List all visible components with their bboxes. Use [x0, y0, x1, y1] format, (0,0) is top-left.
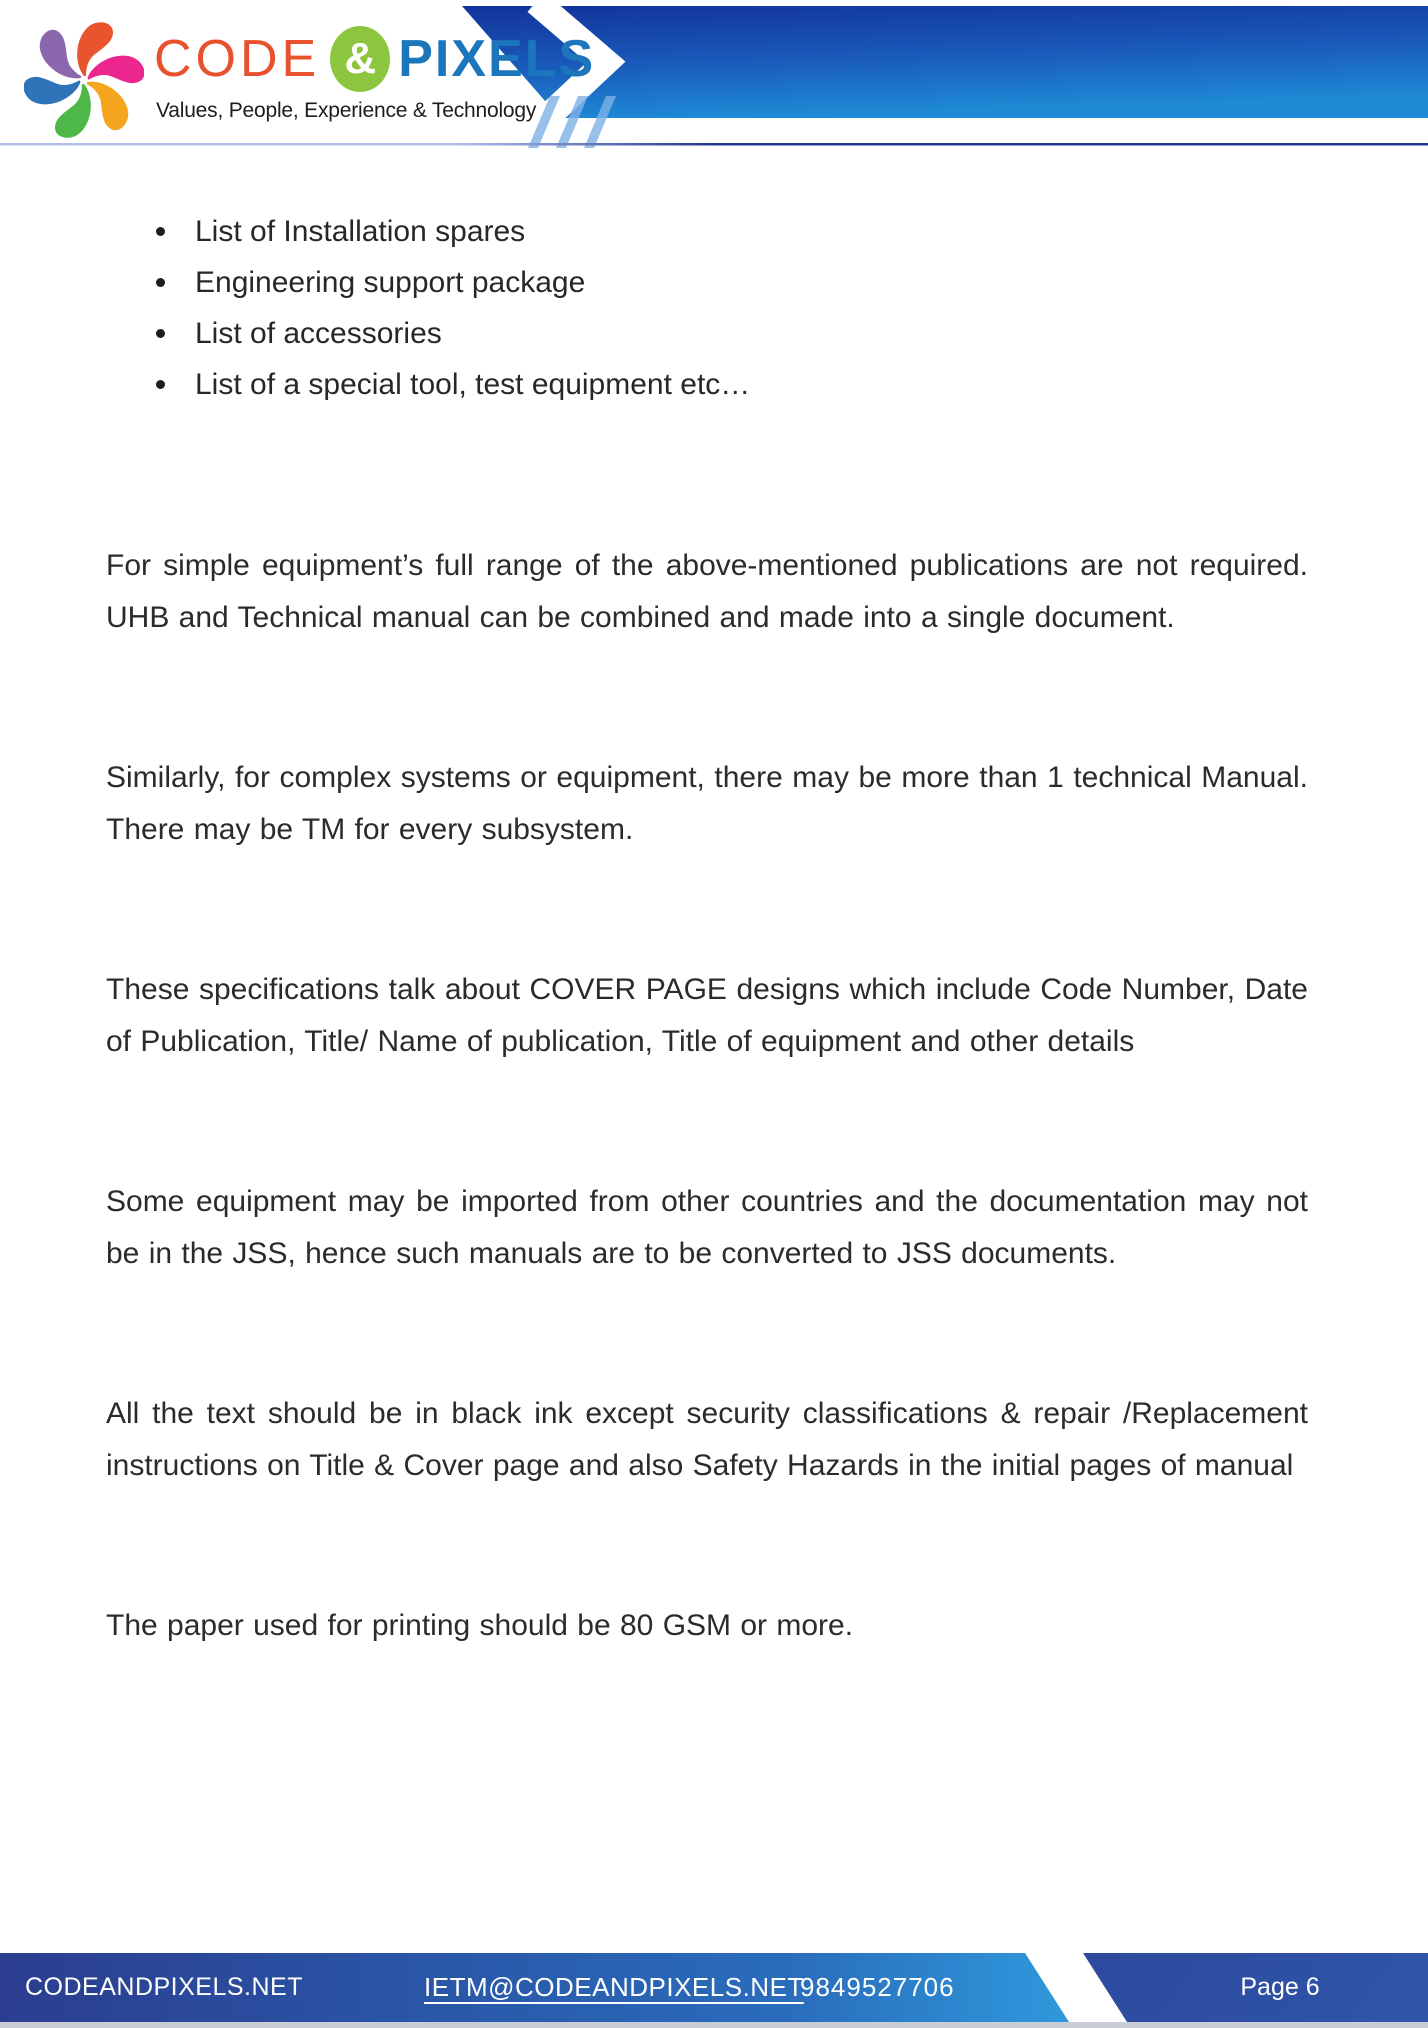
page-footer [0, 1953, 1428, 2028]
company-logo [24, 18, 595, 138]
page-header [0, 0, 1428, 150]
paragraph-section [106, 540, 1308, 1652]
logo-word-pixels: PIXELS [398, 30, 596, 88]
bullet-list-item: List of a special tool, test equipment etc… [106, 359, 1308, 410]
header-rule-line [0, 143, 1428, 146]
logo-tagline: Values, People, Experience & Technology [156, 99, 537, 122]
footer-phone: 9849527706 [800, 1972, 955, 2002]
bullet-list-item: Engineering support package [106, 257, 1308, 308]
pinwheel-logo-icon [24, 18, 144, 138]
footer-page-number: Page 6 [1240, 1973, 1320, 2001]
bullet-list-item: List of Installation spares [106, 206, 1308, 257]
body-paragraph: All the text should be in black ink except security classifications & repair /Replacement instructions on Title & Cover page and also Safety Hazards in the initial pages of manual [106, 1397, 1308, 1482]
logo-ampersand-badge: & [330, 26, 390, 92]
footer-email-link[interactable]: IETM@CODEANDPIXELS.NET [424, 1972, 804, 2002]
document-content [0, 150, 1428, 1760]
body-paragraph: Similarly, for complex systems or equipment, there may be more than 1 technical Manual. There may be TM for every subsystem. [106, 761, 1308, 846]
body-paragraph: For simple equipment’s full range of the above-mentioned publications are not required. UHB and Technical manual can be combined and made into a single document. [106, 549, 1308, 634]
body-paragraph: Some equipment may be imported from other countries and the documentation may not be in the JSS, hence such manuals are to be converted to JSS documents. [106, 1185, 1308, 1270]
logo-wordmark [154, 26, 595, 123]
footer-website: CODEANDPIXELS.NET [25, 1973, 304, 2001]
bullet-list-item: List of accessories [106, 308, 1308, 359]
bullet-list [106, 206, 1308, 410]
logo-word-code: CODE [154, 30, 321, 88]
body-paragraph: These specifications talk about COVER PAGE designs which include Code Number, Date of Publication, Title/ Name of publication, Title of equipment and other details [106, 973, 1308, 1058]
footer-bottom-strip [0, 2022, 1428, 2028]
body-paragraph: The paper used for printing should be 80 GSM or more. [106, 1609, 854, 1642]
